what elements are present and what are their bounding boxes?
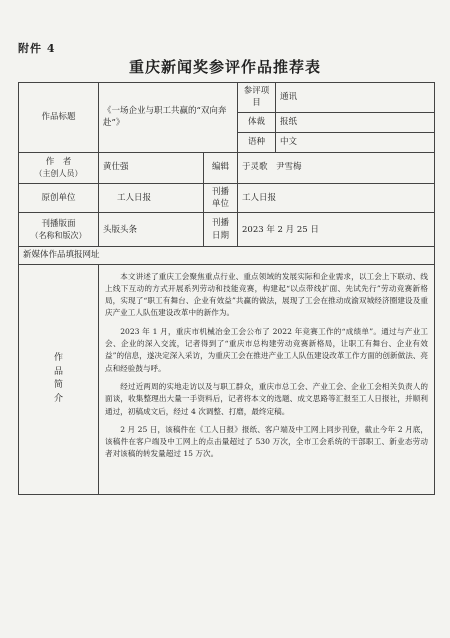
edition-value: 头版头条	[99, 213, 204, 247]
category-value: 通讯	[276, 83, 435, 113]
intro-label	[19, 264, 99, 494]
document-title: 重庆新闻奖参评作品推荐表	[128, 58, 321, 76]
editor-label: 编辑	[204, 152, 238, 183]
intro-paragraph: 本文讲述了重庆工会聚焦重点行业、重点领域的发展实际和企业需求，以工会上下联动、线上线下互动的方式开展系列劳动和技能竞赛，构建起“以点带线扩面、先试先行”劳动竞赛新格局，实现了“职工有舞台、企业有效益”共赢的做法，展现了工会在推动成渝双城经济圈建设及重庆产业工人队伍建设改革中的新作为。	[105, 271, 429, 318]
author-label: 作 者	[45, 156, 72, 167]
publisher-value: 工人日报	[99, 183, 204, 213]
recommendation-form	[18, 82, 435, 495]
author-label-cell	[19, 152, 99, 183]
intro-paragraph: 2023 年 1 月，重庆市机械冶金工会公布了 2022 年竞赛工作的“成绩单”。通过与产业工会、企业的深入交流，记者得到了“重庆市总构建劳动竞赛新格局，让职工有舞台、企业有效益”的信息，遂决定深入采访，为重庆工会在推进产业工人队伍建设改革工作方面的创新做法、亮点和经验鼓与呼。	[105, 326, 429, 373]
language-value: 中文	[276, 132, 435, 152]
intro-body	[99, 264, 435, 494]
editor-value: 于灵歌 尹雪梅	[238, 152, 435, 183]
date-value: 2023 年 2 月 25 日	[238, 213, 435, 247]
new-media-url-label: 新媒体作品填报网址	[19, 247, 435, 264]
genre-value: 报纸	[276, 112, 435, 132]
genre-label: 体裁	[238, 112, 276, 132]
intro-label-char: 介	[53, 393, 63, 404]
intro-label-char: 简	[53, 380, 63, 391]
work-title-value: 《一场企业与职工共赢的“双向奔赴”》	[99, 83, 238, 153]
edition-sublabel: （名称和版次）	[30, 231, 87, 241]
intro-paragraph: 2 月 25 日，该稿件在《工人日报》报纸、客户端及中工网上同步刊登，截止今年 2 月底，该稿件在客户端及中工网上的点击量超过了 530 万次，全市工会系统的干部职工、新业态劳动者对该稿的转发量超过 15 万次。	[105, 424, 429, 459]
publish-unit-value: 工人日报	[238, 183, 435, 213]
intro-label-char: 作	[53, 353, 63, 364]
publisher-label: 原创单位	[19, 183, 99, 213]
edition-label-cell	[19, 213, 99, 247]
edition-label: 刊播版面	[41, 218, 76, 229]
author-sublabel: （主创人员）	[34, 168, 83, 178]
intro-label-char: 品	[53, 366, 63, 377]
language-label: 语种	[238, 132, 276, 152]
attachment-label: 附件 4	[18, 42, 56, 55]
publish-unit-label: 刊播单位	[204, 183, 238, 213]
date-label: 刊播日期	[204, 213, 238, 247]
author-value: 黄仕强	[99, 152, 204, 183]
category-label: 参评项目	[238, 83, 276, 113]
intro-paragraph: 经过近两周的实地走访以及与职工群众，重庆市总工会、产业工会、企业工会相关负责人的面谈，收集整理出大量一手资料后，记者将本文的选题、成文思路等汇报至工人日报社，并顺利通过，初稿成文后，经过 4 次调整、打磨，最终定稿。	[105, 381, 429, 416]
work-title-label: 作品标题	[19, 83, 99, 153]
